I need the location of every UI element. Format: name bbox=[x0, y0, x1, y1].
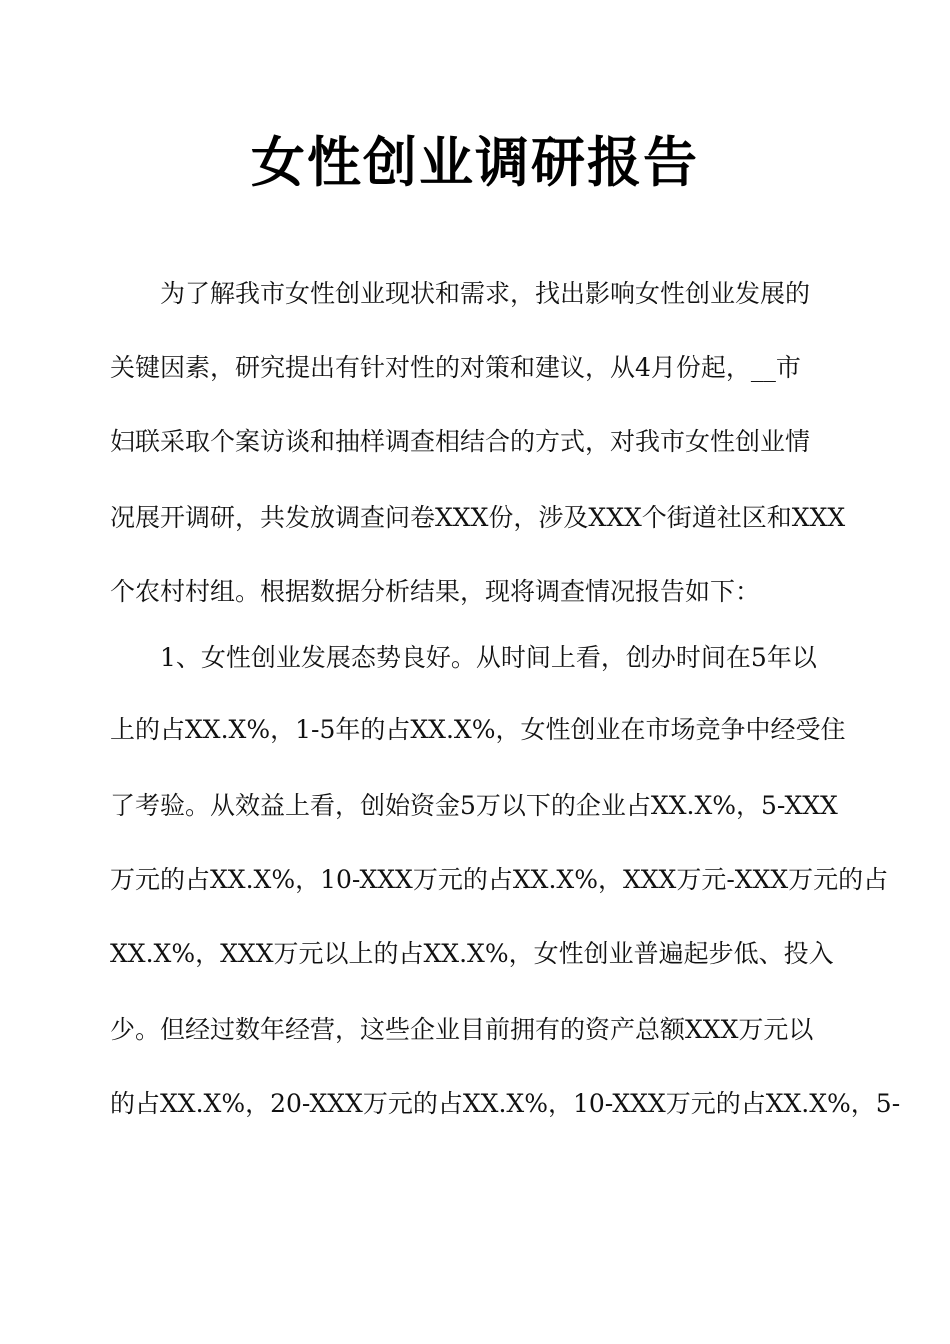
paragraph-line: 个农村村组。根据数据分析结果，现将调查情况报告如下： bbox=[110, 577, 761, 606]
paragraph-line: 少。但经过数年经营，这些企业目前拥有的资产总额XXX万元以 bbox=[110, 1015, 814, 1044]
paragraph-line: 关键因素，研究提出有针对性的对策和建议，从4月份起，__市 bbox=[110, 353, 801, 382]
paragraph-line: 万元的占XX.X%，10-XXX万元的占XX.X%，XXX万元-XXX万元的占 bbox=[110, 865, 889, 894]
paragraph-line: 为了解我市女性创业现状和需求，找出影响女性创业发展的 bbox=[160, 279, 811, 308]
paragraph-line: 了考验。从效益上看，创始资金5万以下的企业占XX.X%，5-XXX bbox=[110, 791, 838, 820]
paragraph-line: 1、女性创业发展态势良好。从时间上看，创办时间在5年以 bbox=[160, 643, 817, 672]
paragraph-line: 的占XX.X%，20-XXX万元的占XX.X%，10-XXX万元的占XX.X%，5- bbox=[110, 1089, 901, 1118]
paragraph-line: 况展开调研，共发放调查问卷XXX份，涉及XXX个街道社区和XXX bbox=[110, 503, 846, 532]
paragraph-line: XX.X%，XXX万元以上的占XX.X%，女性创业普遍起步低、投入 bbox=[110, 939, 834, 968]
paragraph-line: 上的占XX.X%，1-5年的占XX.X%，女性创业在市场竞争中经受住 bbox=[110, 715, 846, 744]
paragraph-line: 妇联采取个案访谈和抽样调查相结合的方式，对我市女性创业情 bbox=[110, 427, 811, 456]
document-title: 女性创业调研报告 bbox=[251, 131, 699, 194]
